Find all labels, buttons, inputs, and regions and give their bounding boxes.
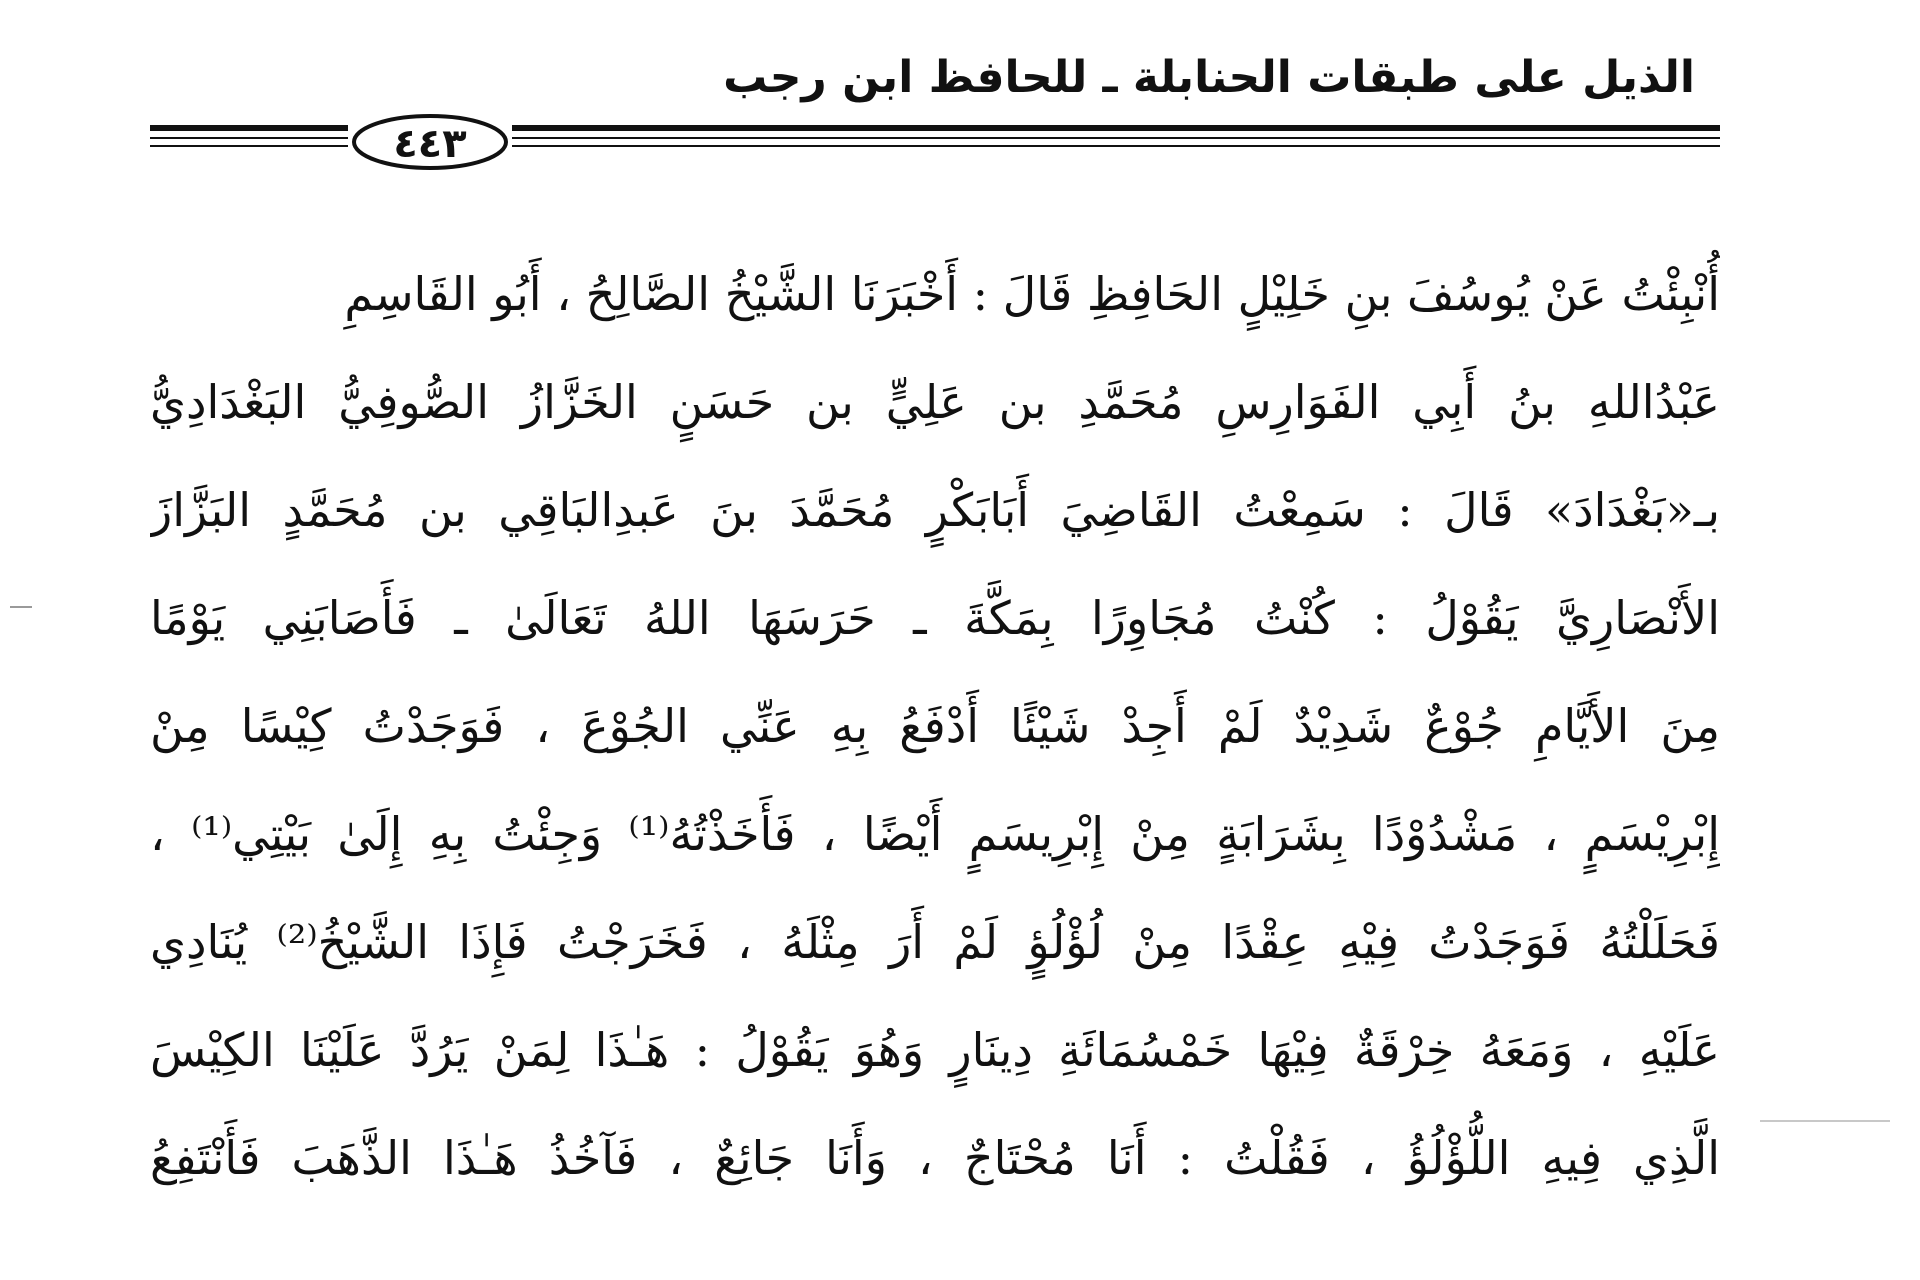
text-line: فَحَلَلْتُهُ فَوَجَدْتُ فِيْهِ عِقْدًا مِنْ لُؤْلُؤٍ لَمْ أَرَ مِثْلَهُ ، فَخَرَجْتُ فَإِذَا الشَّيْخُ⁽²⁾ يُنَادِي: [150, 915, 1720, 969]
page-number: ٤٤٣: [393, 121, 467, 167]
text-line: مِنَ الأَيَّامِ جُوْعٌ شَدِيْدٌ لَمْ أَجِدْ شَيْئًا أَدْفَعُ بِهِ عَنِّي الجُوْعَ ، فَوَجَدْتُ كِيْسًا مِنْ: [150, 699, 1720, 753]
body-text: [150, 240, 1720, 1212]
text-line: إِبْرِيْسَمٍ ، مَشْدُوْدًا بِشَرَابَةٍ مِنْ إِبْرِيسَمٍ أَيْضًا ، فَأَخَذْتُهُ⁽¹⁾ وَجِئْتُ بِهِ إِلَىٰ بَيْتِي⁽¹⁾ ،: [150, 807, 1720, 861]
text-line: عَلَيْهِ ، وَمَعَهُ خِرْقَةٌ فِيْهَا خَمْسُمَائَةِ دِينَارٍ وَهُوَ يَقُوْلُ : هَـٰذَا لِمَنْ يَرُدَّ عَلَيْنَا الكِيْسَ: [150, 1023, 1720, 1077]
scan-mark-left: [10, 606, 32, 608]
text-line: الأَنْصَارِيَّ يَقُوْلُ : كُنْتُ مُجَاوِرًا بِمَكَّةَ ـ حَرَسَهَا اللهُ تَعَالَىٰ ـ فَأَصَابَنِي يَوْمًا: [150, 591, 1720, 645]
scan-mark-right: [1760, 1120, 1890, 1122]
running-header-title: الذيل على طبقات الحنابلة ـ للحافظ ابن رجب: [723, 52, 1695, 103]
text-line: عَبْدُاللهِ بنُ أَبِي الفَوَارِسِ مُحَمَّدِ بن عَلِيٍّ بن حَسَنٍ الخَزَّازُ الصُّوفِيُّ البَغْدَادِيُّ: [150, 375, 1720, 429]
text-line: الَّذِي فِيهِ اللُّؤْلُؤُ ، فَقُلْتُ : أَنَا مُحْتَاجٌ ، وَأَنَا جَائِعٌ ، فَآخُذُ هَـٰذَا الذَّهَبَ فَأَنْتَفِعُ: [150, 1131, 1720, 1185]
text-line: أُنْبِئْتُ عَنْ يُوسُفَ بنِ خَلِيْلٍ الحَافِظِ قَالَ : أَخْبَرَنَا الشَّيْخُ الصَّالِحُ ، أَبُو القَاسِمِ: [344, 267, 1720, 321]
text-line: بـ«بَغْدَادَ» قَالَ : سَمِعْتُ القَاضِيَ أَبَابَكْرٍ مُحَمَّدَ بنَ عَبدِالبَاقِي بن مُحَمَّدٍ البَزَّازَ: [150, 483, 1720, 537]
header-rule: [150, 114, 1720, 174]
